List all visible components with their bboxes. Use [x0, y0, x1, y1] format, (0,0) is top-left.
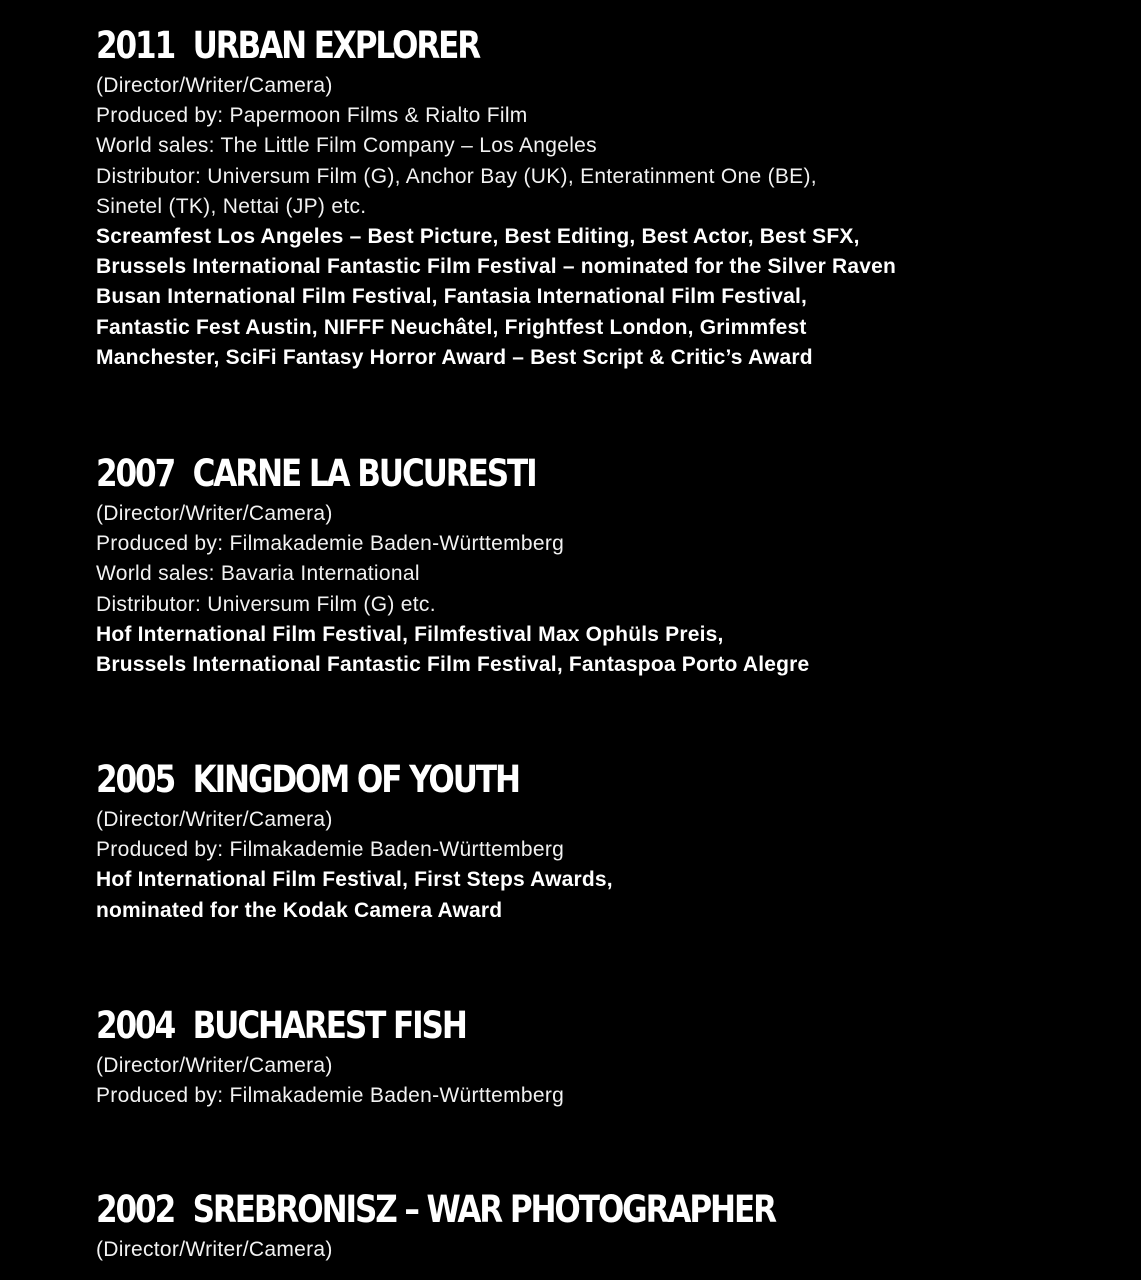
film-title: CARNE LA BUCURESTI	[192, 452, 536, 495]
film-distributor: Distributor: Universum Film (G) etc.	[96, 592, 436, 616]
film-award-line: Fantastic Fest Austin, NIFFF Neuchâtel, Frightfest London, Grimmfest	[96, 315, 807, 339]
film-title: BUCHAREST FISH	[192, 1004, 466, 1047]
film-year: 2011	[96, 24, 175, 67]
film-details	[96, 1230, 1116, 1265]
film-heading	[96, 1164, 953, 1230]
film-heading	[96, 428, 953, 494]
film-world-sales: World sales: Bavaria International	[96, 562, 420, 586]
film-award-line: Screamfest Los Angeles – Best Picture, Best Editing, Best Actor, Best SFX,	[96, 225, 860, 249]
film-year: 2005	[96, 758, 175, 801]
film-heading	[96, 980, 953, 1046]
film-entry-urban-explorer	[96, 0, 1116, 373]
film-entry-bucharest-fish	[96, 980, 1116, 1111]
film-title: KINGDOM OF YOUTH	[192, 758, 519, 801]
film-producer: Produced by: Filmakademie Baden-Württemberg	[96, 1084, 565, 1108]
film-details	[96, 1046, 1116, 1111]
film-award-line: Brussels International Fantastic Film Festival, Fantaspoa Porto Alegre	[96, 653, 810, 677]
film-distributor: Distributor: Universum Film (G), Anchor Bay (UK), Enteratinment One (BE),	[96, 164, 817, 188]
film-producer: Produced by: Papermoon Films & Rialto Film	[96, 104, 528, 128]
film-producer: Produced by: Filmakademie Baden-Württemberg	[96, 838, 565, 862]
film-producer: Produced by: Filmakademie Baden-Württemberg	[96, 532, 565, 556]
film-role: (Director/Writer/Camera)	[96, 1238, 333, 1261]
film-heading	[96, 0, 953, 66]
film-award-line: Manchester, SciFi Fantasy Horror Award – Best Script & Critic’s Award	[96, 345, 813, 369]
film-year: 2007	[96, 452, 175, 495]
film-title: SREBRONISZ – WAR PHOTOGRAPHER	[192, 1188, 775, 1231]
film-award-line: Busan International Film Festival, Fantasia International Film Festival,	[96, 285, 808, 309]
film-role: (Director/Writer/Camera)	[96, 74, 333, 97]
film-entry-srebronisz	[96, 1164, 1116, 1265]
film-award-line: Hof International Film Festival, First Steps Awards,	[96, 868, 613, 892]
film-role: (Director/Writer/Camera)	[96, 502, 333, 525]
film-details	[96, 494, 1116, 680]
film-title: URBAN EXPLORER	[192, 24, 480, 67]
film-year: 2002	[96, 1188, 175, 1231]
film-entry-kingdom-of-youth	[96, 734, 1116, 926]
film-award-line: nominated for the Kodak Camera Award	[96, 898, 503, 922]
film-heading	[96, 734, 953, 800]
film-entry-carne-la-bucuresti	[96, 428, 1116, 680]
film-distributor-cont: Sinetel (TK), Nettai (JP) etc.	[96, 194, 367, 218]
film-role: (Director/Writer/Camera)	[96, 808, 333, 831]
film-year: 2004	[96, 1004, 175, 1047]
film-details	[96, 66, 1116, 373]
film-details	[96, 800, 1116, 926]
film-role: (Director/Writer/Camera)	[96, 1054, 333, 1077]
film-award-line: Brussels International Fantastic Film Festival – nominated for the Silver Raven	[96, 255, 897, 279]
film-world-sales: World sales: The Little Film Company – Los Angeles	[96, 134, 597, 158]
film-award-line: Hof International Film Festival, Filmfestival Max Ophüls Preis,	[96, 622, 724, 646]
